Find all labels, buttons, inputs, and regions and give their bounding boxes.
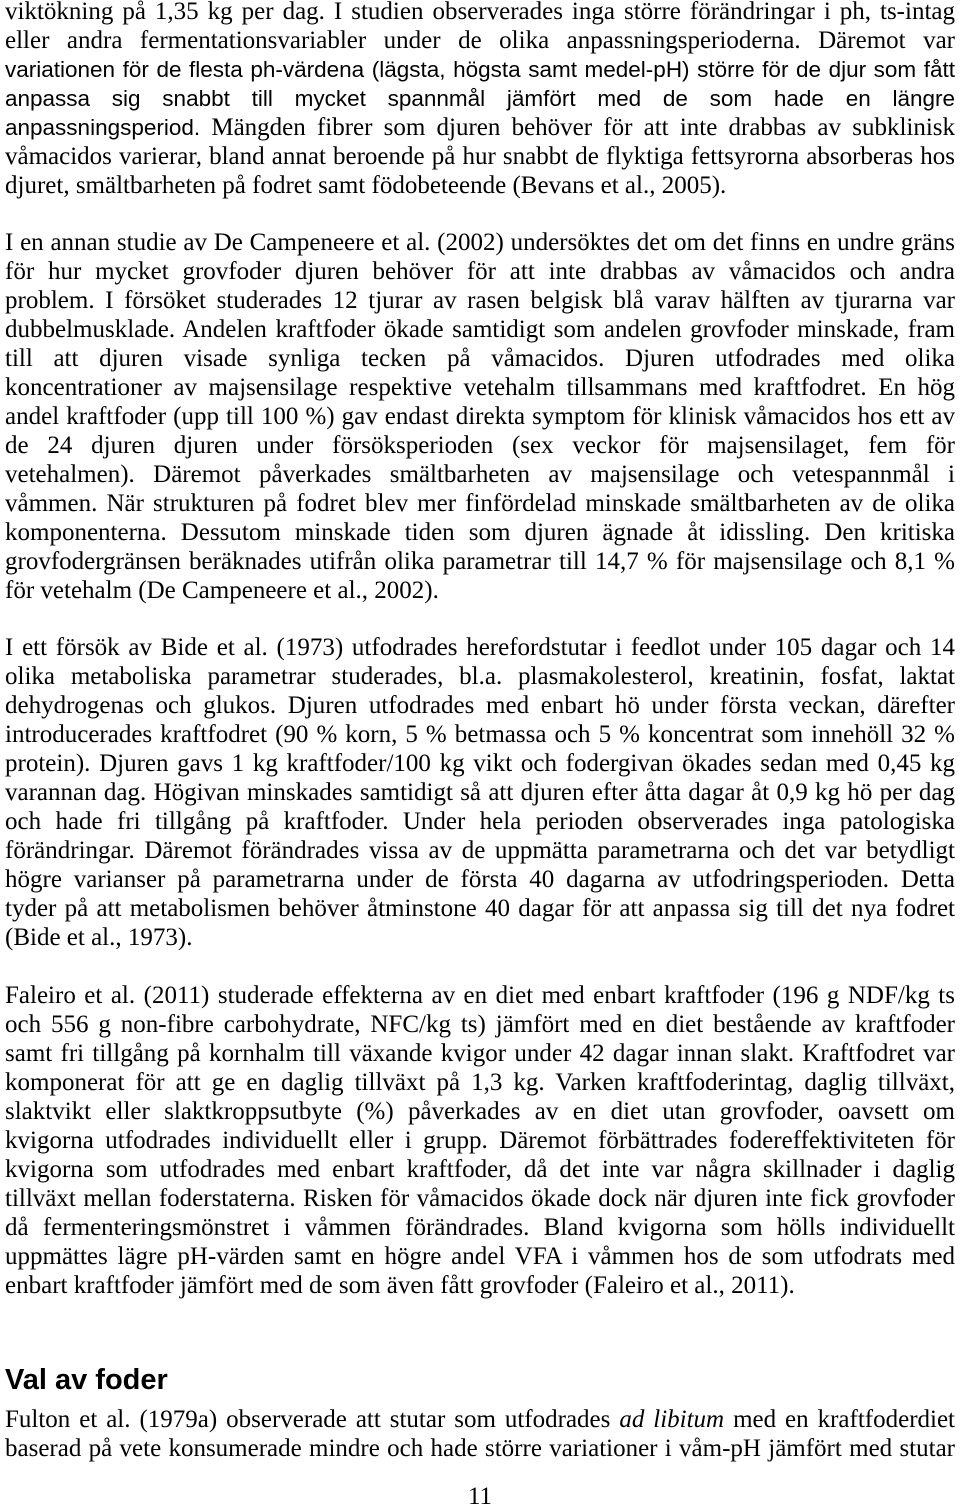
text-line: problem. I försöket studerades 12 tjurar av rasen belgisk blå varav hälften av tjurarna var [5,287,955,314]
text-line: för hur mycket grovfoder djuren behöver för att inte drabbas av våmacidos och andra [5,258,955,285]
text-line: tyder på att metabolismen behöver åtminstone 40 dagar för att anpassa sig till det nya fodret [5,895,955,922]
text-line: eller andra fermentationsvariabler under de olika anpassningsperioderna. Däremot var [5,27,955,54]
text-line: andel kraftfoder (upp till 100 %) gav endast direkta symptom för klinisk våmacidos hos ett av [5,403,955,430]
text-line: samt fri tillgång på kornhalm till växande kvigor under 42 dagar innan slakt. Kraftfodret var [5,1040,955,1067]
text-segment: med en kraftfoderdiet [733,1406,956,1433]
text-line: protein). Djuren gavs 1 kg kraftfoder/100 kg vikt och fodergivan ökades sedan med 0,45 kg [5,750,955,777]
text-line: anpassa sig snabbt till mycket spannmål jämfört med de som hade en längre [5,86,955,111]
text-line: djuret, smältbarheten på fodret samt födobeteende (Bevans et al., 2005). [5,172,727,199]
text-line: och hade fri tillgång på kraftfoder. Under hela perioden observerades inga patologiska [5,808,955,835]
page-number: 11 [467,1483,493,1509]
text-line: förändringar. Däremot förändrades vissa av de uppmätta parametrarna och det var betydligt [5,837,955,864]
text-line: I ett försök av Bide et al. (1973) utfodrades herefordstutar i feedlot under 105 dagar och 14 [5,634,955,661]
text-line [5,113,955,142]
text-line: då fermenteringsmönstret i våmmen förändrades. Bland kvigorna som hölls individuellt [5,1214,955,1241]
text-line: dubbelmusklade. Andelen kraftfoder ökade samtidigt som andelen grovfoder minskade, fram [5,316,955,343]
text-line: varannan dag. Högivan minskades samtidigt så att djuren efter åtta dagar åt 0,9 kg hö per dag [5,779,955,806]
text-line: Faleiro et al. (2011) studerade effekterna av en diet med enbart kraftfoder (196 g NDF/kg ts [5,982,955,1009]
text-line: kvigorna utfodrades individuellt eller i grupp. Däremot förbättrades fodereffektiviteten för [5,1127,955,1154]
text-segment: Mängden fibrer som djuren behöver för att inte drabbas av subklinisk [211,114,956,141]
text-line: koncentrationer av majsensilage respektive vetehalm tillsammans med kraftfodret. En hög [5,374,955,401]
paragraph [5,228,955,605]
text-line: I en annan studie av De Campeneere et al. (2002) undersöktes det om det finns en undre gräns [5,229,955,256]
text-line: uppmättes lägre pH-värden samt en högre andel VFA i våmmen hos de som utfodrats med [5,1243,955,1270]
text-line: slaktvikt eller slaktkroppsutbyte (%) påverkades av en diet utan grovfoder, oavsett om [5,1098,955,1125]
section-heading: Val av foder [5,1364,168,1396]
text-line: dehydrogenas och glukos. Djuren utfodrades med enbart hö under första veckan, därefter [5,692,955,719]
text-line: och 556 g non-fibre carbohydrate, NFC/kg ts) jämfört med en diet bestående av kraftfoder [5,1011,955,1038]
text-line: kvigorna som utfodrades med enbart kraftfoder, då det inte var några skillnader i daglig [5,1156,955,1183]
text-line: (Bide et al., 1973). [5,924,193,951]
paragraph [5,1405,955,1463]
text-line: olika metaboliska parametrar studerades, bl.a. plasmakolesterol, kreatinin, fosfat, laktat [5,663,955,690]
paragraph [5,633,955,952]
text-line [5,1405,955,1434]
text-line: komponerat för att ge en daglig tillväxt på 1,3 kg. Varken kraftfoderintag, daglig tillväxt, [5,1069,955,1096]
text-line: baserad på vete konsumerade mindre och hade större variationer i våm-pH jämfört med stutar [5,1435,955,1462]
text-line: variationen för de flesta ph-värdena (lägsta, högsta samt medel-pH) större för de djur som fått [5,57,955,82]
text-line: komponenterna. Dessutom minskade tiden som djuren ägnade åt idissling. Den kritiska [5,519,955,546]
text-line: för vetehalm (De Campeneere et al., 2002). [5,577,439,604]
text-segment: Fulton et al. (1979a) observerade att stutar som utfodrades [5,1406,611,1433]
text-line: tillväxt mellan foderstaterna. Risken för våmacidos ökade dock när djuren inte fick grovfoder [5,1185,955,1212]
text-line: enbart kraftfoder jämfört med de som även fått grovfoder (Faleiro et al., 2011). [5,1272,795,1299]
text-line: introducerades kraftfodret (90 % korn, 5 % betmassa och 5 % koncentrat som innehöll 32 % [5,721,955,748]
text-line: högre varianser på parametrarna under de första 40 dagarna av utfodringsperioden. Detta [5,866,955,893]
text-line: till att djuren visade synliga tecken på våmacidos. Djuren utfodrades med olika [5,345,955,372]
text-segment: anpassningsperiod. [5,115,201,140]
text-line: de 24 djuren djuren under försöksperioden (sex veckor för majsensilaget, fem för [5,432,955,459]
text-line: våmacidos varierar, bland annat beroende på hur snabbt de flyktiga fettsyrorna absorberas hos [5,143,955,170]
text-line: vetehalmen). Däremot påverkades smältbarheten av majsensilage och vetespannmål i [5,461,955,488]
text-line: våmmen. När strukturen på fodret blev mer finfördelad minskade smältbarheten av de olika [5,490,955,517]
text-line: viktökning på 1,35 kg per dag. I studien observerades inga större förändringar i ph, ts-intag [5,0,955,25]
emphasis-text: ad libitum [619,1406,725,1433]
paragraph [5,0,955,200]
text-line: grovfodergränsen beräknades utifrån olika parametrar till 14,7 % för majsensilage och 8,1 % [5,548,955,575]
paragraph [5,981,955,1300]
